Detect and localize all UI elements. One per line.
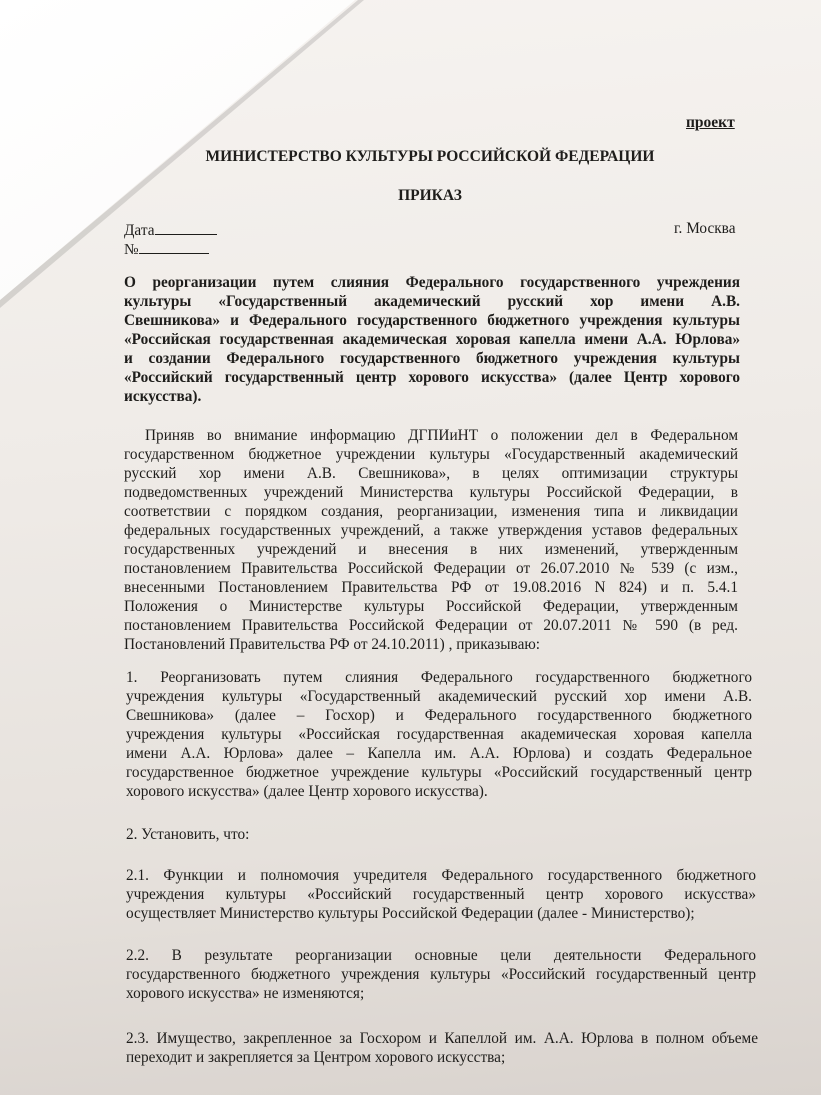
item-1-line: Свешникова» (далее – Госхор) и Федерального государственного бюджетного bbox=[126, 707, 752, 724]
item-2-2-line: государственного бюджетного учреждения культуры «Российский государственный центр bbox=[126, 966, 756, 983]
preamble-line: Положения о Министерстве культуры Российской Федерации, утвержденным bbox=[124, 598, 738, 615]
item-2-3-line: 2.3. Имущество, закрепленное за Госхором и Капеллой им. А.А. Юрлова в полном объеме bbox=[126, 1030, 758, 1047]
title-line: «Российский государственный центр хорового искусства» (далее Центр хорового bbox=[124, 369, 740, 386]
item-1-line: 1. Реорганизовать путем слияния Федерального государственного бюджетного bbox=[126, 669, 752, 686]
number-blank bbox=[139, 239, 209, 254]
order-heading: ПРИКАЗ bbox=[398, 187, 462, 204]
ministry-heading: МИНИСТЕРСТВО КУЛЬТУРЫ РОССИЙСКОЙ ФЕДЕРАЦИИ bbox=[205, 148, 655, 165]
item-2-2 bbox=[126, 946, 756, 1003]
title-line: и создании Федерального государственного бюджетного учреждения культуры bbox=[124, 350, 740, 367]
item-2-1-line: учреждения культуры «Российский государственный центр хорового искусства» bbox=[126, 886, 756, 903]
item-1-line: учреждения культуры «Государственный академический русский хор имени А.В. bbox=[126, 688, 752, 705]
title-line: искусства). bbox=[124, 388, 202, 405]
item-2: 2. Установить, что: bbox=[126, 826, 250, 843]
item-2-1-line: осуществляет Министерство культуры Российской Федерации (далее - Министерство); bbox=[126, 905, 695, 922]
draft-label: проект bbox=[686, 114, 735, 131]
date-field bbox=[124, 220, 217, 240]
date-blank bbox=[155, 220, 217, 235]
preamble-line: подведомственных учреждений Министерства культуры Российской Федерации, в bbox=[124, 484, 738, 501]
preamble-line: соответствии с порядком создания, реорганизации, изменения типа и ликвидации bbox=[124, 503, 738, 520]
item-1-line: хорового искусства» (далее Центр хорового искусства). bbox=[126, 783, 488, 800]
preamble-line: постановлением Правительства Российской Федерации от 20.07.2011 № 590 (в ред. bbox=[124, 617, 738, 634]
preamble-line: Постановлений Правительства РФ от 24.10.2011) , приказываю: bbox=[124, 636, 541, 653]
preamble-line: государственных учреждений и внесения в них изменений, утвержденным bbox=[124, 541, 738, 558]
title-line: культуры «Государственный академический русский хор имени А.В. bbox=[124, 293, 740, 310]
title-line: «Российская государственная академическая хоровая капелла имени А.А. Юрлова» bbox=[124, 331, 740, 348]
city: г. Москва bbox=[674, 220, 736, 237]
preamble-line: постановлением Правительства Российской Федерации от 26.07.2010 № 539 (с изм., bbox=[124, 560, 738, 577]
preamble-line: федеральных государственных учреждений, а также утверждения уставов федеральных bbox=[124, 522, 738, 539]
preamble bbox=[124, 426, 738, 654]
title-line: Свешникова» и Федерального государственного бюджетного учреждения культуры bbox=[124, 312, 740, 329]
item-2-1 bbox=[126, 866, 756, 923]
item-1-line: учреждения культуры «Российская государственная академическая хоровая капелла bbox=[126, 726, 752, 743]
item-1-line: государственное бюджетное учреждение культуры «Российский государственный центр bbox=[126, 764, 752, 781]
item-2-3-line: переходит и закрепляется за Центром хорового искусства; bbox=[126, 1049, 506, 1066]
date-label: Дата bbox=[124, 222, 155, 239]
item-2-3 bbox=[126, 1029, 758, 1067]
item-1-line: имени А.А. Юрлова» далее – Капелла им. А.А. Юрлова) и создать Федеральное bbox=[126, 745, 752, 762]
preamble-line: Приняв во внимание информацию ДГПИиНТ о положении дел в Федеральном bbox=[145, 427, 738, 444]
item-1 bbox=[126, 668, 752, 801]
item-2-2-line: хорового искусства» не изменяются; bbox=[126, 985, 365, 1002]
number-field bbox=[124, 239, 209, 259]
preamble-line: русский хор имени А.В. Свешникова», в целях оптимизации структуры bbox=[124, 465, 738, 482]
item-2-2-line: 2.2. В результате реорганизации основные цели деятельности Федерального bbox=[126, 947, 756, 964]
preamble-line: внесенными Постановлением Правительства РФ от 19.08.2016 N 824) и п. 5.4.1 bbox=[124, 579, 738, 596]
item-2-1-line: 2.1. Функции и полномочия учредителя Федерального государственного бюджетного bbox=[126, 867, 756, 884]
title-line: О реорганизации путем слияния Федерального государственного учреждения bbox=[124, 274, 740, 291]
order-title bbox=[124, 273, 740, 406]
preamble-line: государственном бюджетное учреждении культуры «Государственный академический bbox=[124, 446, 738, 463]
number-label: № bbox=[124, 241, 139, 258]
